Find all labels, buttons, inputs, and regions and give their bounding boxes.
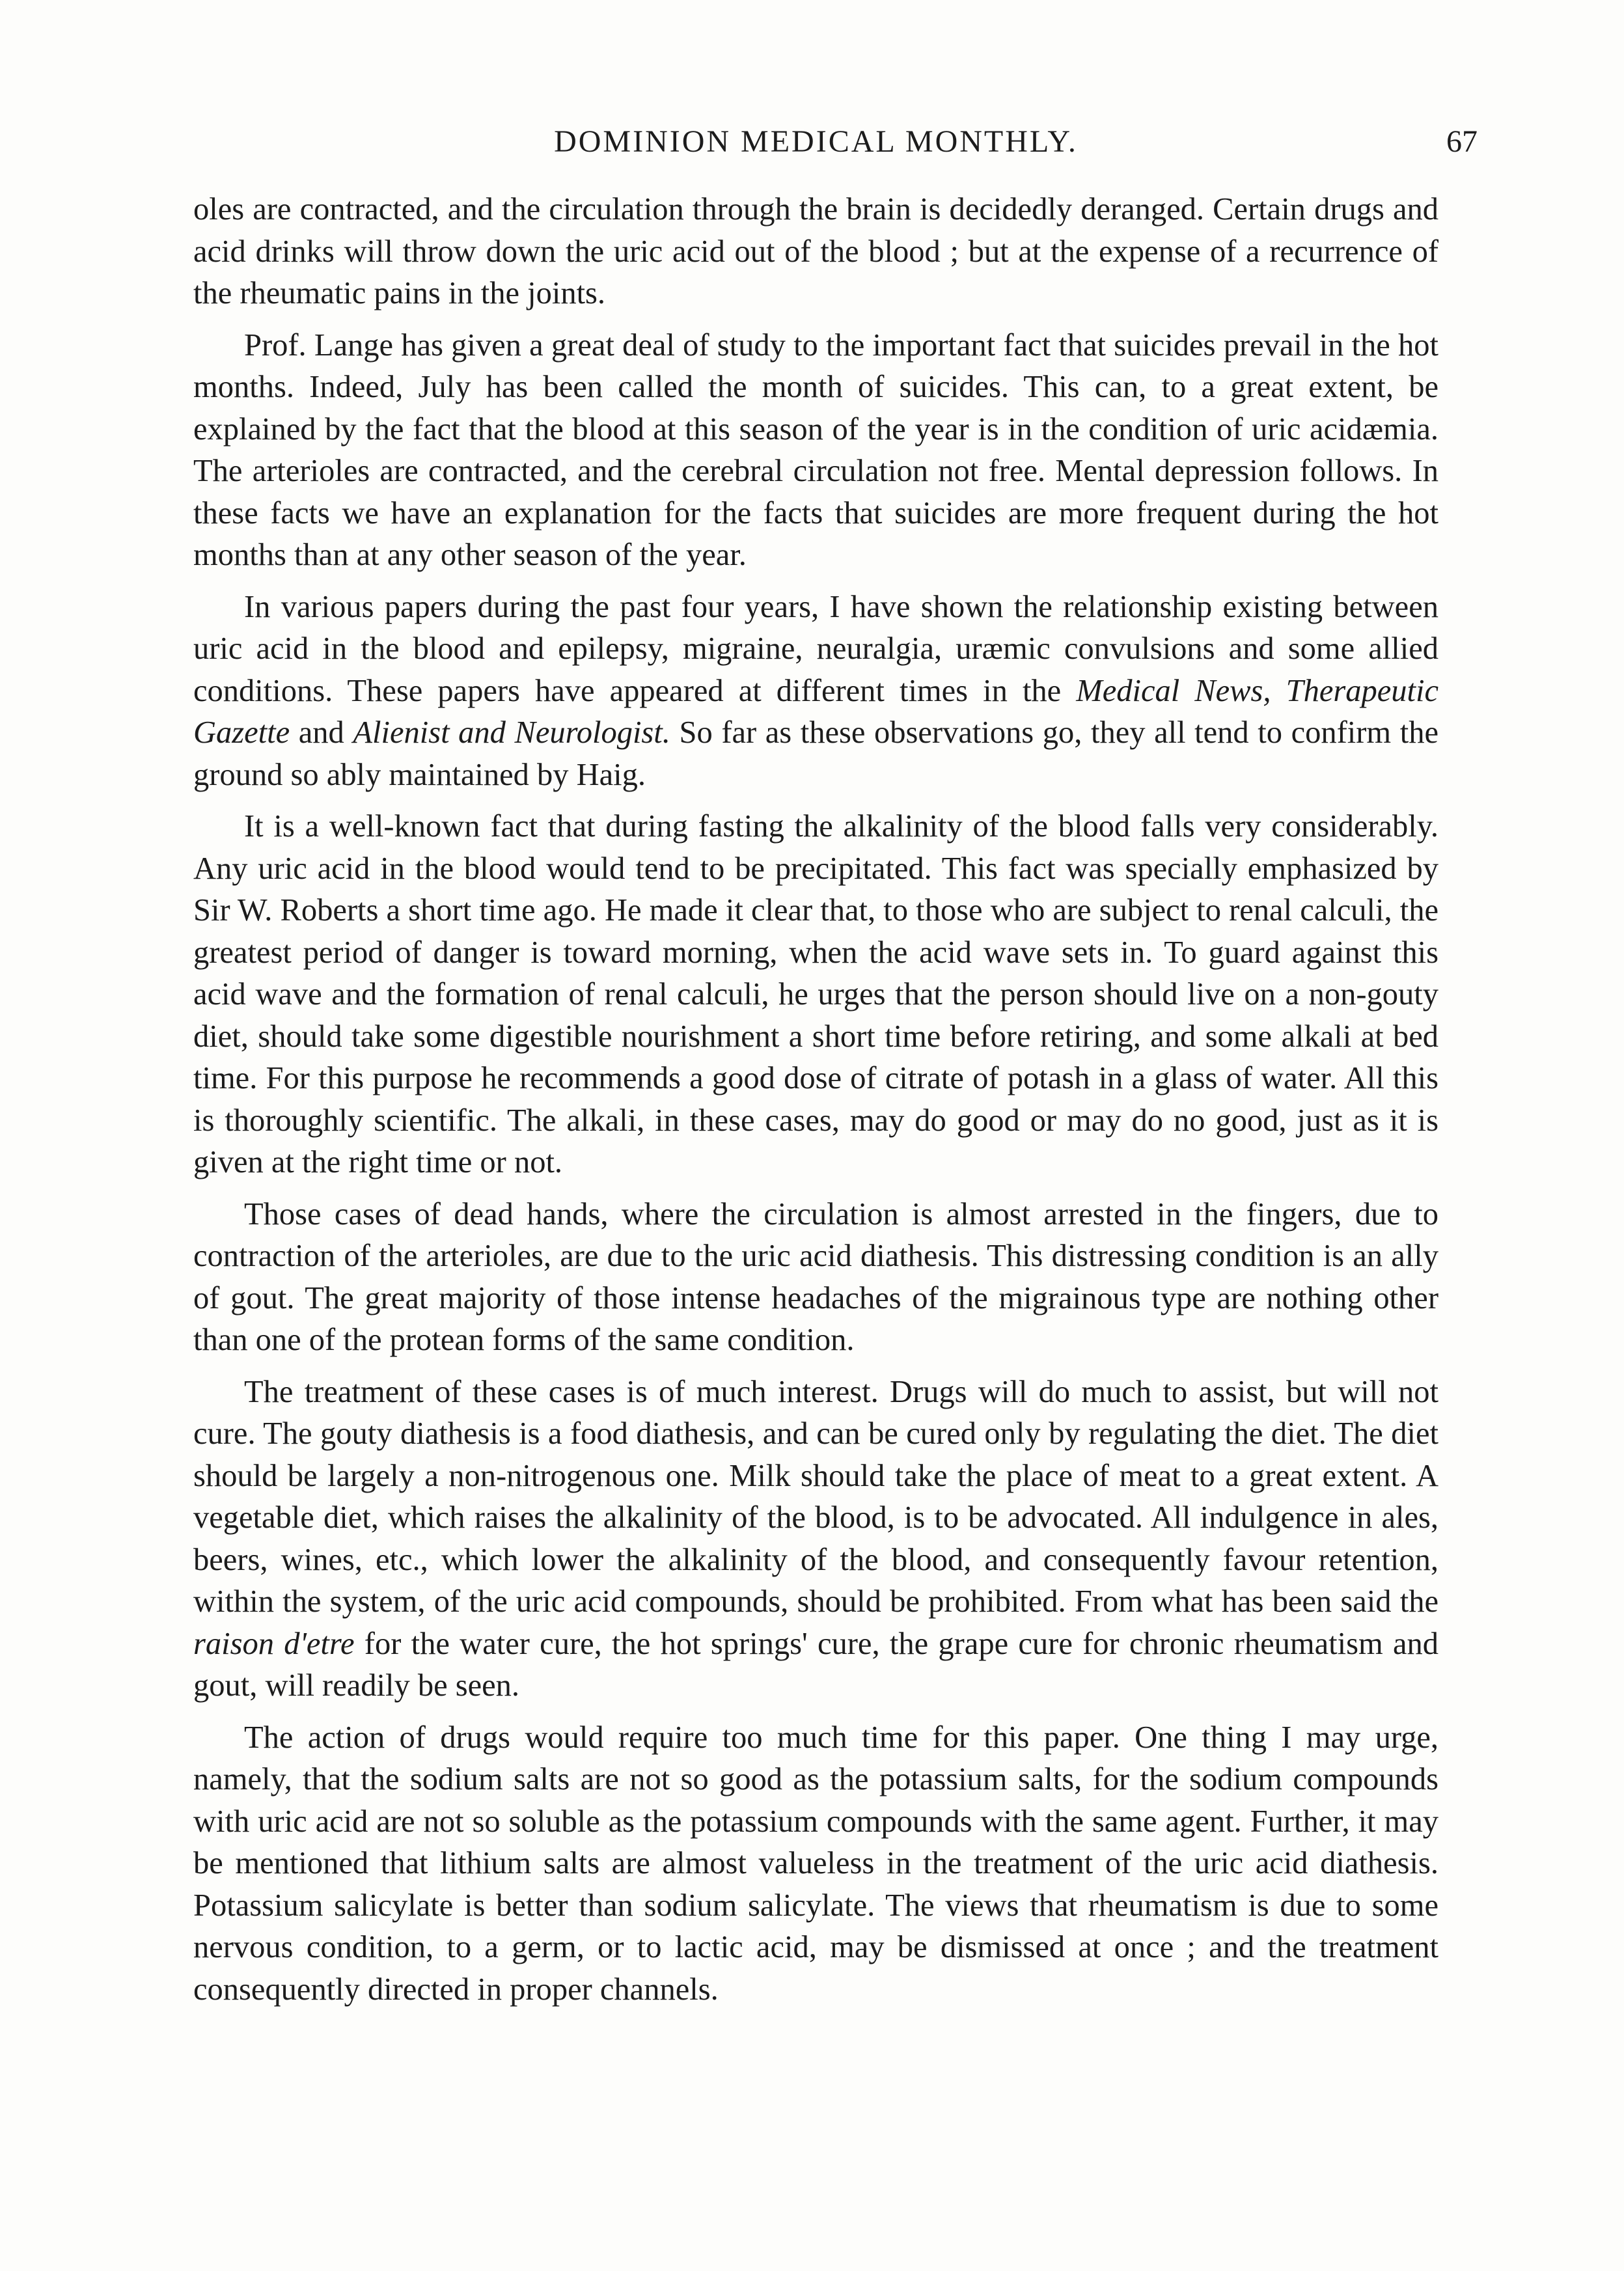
- paragraph-6-text-2: for the water cure, the hot springs' cure, the grape cure for chronic rheumatism and gout, will readily be seen.: [193, 1626, 1438, 1703]
- paragraph-3-text-2: [1271, 674, 1286, 708]
- paragraph-6: [193, 1371, 1438, 1707]
- paragraph-4: It is a well-known fact that during fasting the alkalinity of the blood falls very considerably. Any uric acid in the blood would tend to be precipitated. This fact was specially emphasized by Sir W. Roberts a short time ago. He made it clear that, to those who are subject to renal calculi, the greatest period of danger is toward morning, when the acid wave sets in. To guard against this acid wave and the formation of renal calculi, he urges that the person should live on a non-gouty diet, should take some digestible nourishment a short time before retiring, and some alkali at bed time. For this purpose he recommends a good dose of citrate of potash in a glass of water. All this is thoroughly scientific. The alkali, in these cases, may do good or may do no good, just as it is given at the right time or not.: [193, 809, 1438, 1179]
- journal-name-therapeutic-gazette: Therapeutic Gazette: [193, 673, 1438, 750]
- paragraph-7: The action of drugs would require too much time for this paper. One thing I may urge, namely, that the sodium salts are not so good as the potassium salts, for the sodium compounds with uric acid are not so soluble as the potassium compounds with the same agent. Further, it may be mentioned that lithium salts are almost valueless in the treatment of the uric acid diathesis. Potassium salicylate is better than sodium salicylate. The views that rheumatism is due to some nervous condition, to a germ, or to lactic acid, may be dismissed at once ; and the treatment consequently directed in proper channels.: [193, 1720, 1438, 2007]
- phrase-raison-detre: raison d'etre: [193, 1626, 355, 1661]
- paragraph-6-text-1: The treatment of these cases is of much interest. Drugs will do much to assist, but will not cure. The gouty diathesis is a food diathesis, and can be cured only by regulating the diet. The diet should be largely a non-nitrogenous one. Milk should take the place of meat to a great extent. A vegetable diet, which raises the alkalinity of the blood, is to be advocated. All indulgence in ales, beers, wines, etc., which lower the alkalinity of the blood, and consequently favour retention, within the system, of the uric acid compounds, should be prohibited. From what has been said the: [193, 1374, 1438, 1619]
- journal-title: DOMINION MEDICAL MONTHLY.: [554, 124, 1078, 159]
- paragraph-1: oles are contracted, and the circulation through the brain is decidedly deranged. Certain drugs and acid drinks will throw down the uric acid out of the blood ; but at the expense of a recurrence of the rheumatic pains in the joints.: [193, 192, 1438, 310]
- running-head: [193, 117, 1478, 169]
- paragraph-2: Prof. Lange has given a great deal of study to the important fact that suicides prevail in the hot months. Indeed, July has been called the month of suicides. This can, to a great extent, be explained by the fact that the blood at this season of the year is in the condition of uric acidæmia. The arterioles are contracted, and the cerebral circulation not free. Mental depression follows. In these facts we have an explanation for the facts that suicides are more frequent during the hot months than at any other season of the year.: [193, 327, 1438, 572]
- body-text: [193, 189, 1438, 2020]
- paragraph-3: [193, 586, 1438, 797]
- paragraph-3-text-1: In various papers during the past four years, I have shown the relationship existing between uric acid in the blood and epilepsy, migraine, neuralgia, uræmic convulsions and some allied conditions. These papers have appeared at different times in the: [193, 589, 1438, 708]
- page-number: 67: [1446, 124, 1478, 159]
- journal-name-alienist-and-neurologist: Alienist and Neurologist.: [353, 715, 670, 750]
- paragraph-5: Those cases of dead hands, where the circulation is almost arrested in the fingers, due to contraction of the arterioles, are due to the uric acid diathesis. This distressing condition is an ally of gout. The great majority of those intense headaches of the migrainous type are nothing other than one of the protean forms of the same condition.: [193, 1196, 1438, 1357]
- paragraph-3-text-3: and: [290, 715, 353, 750]
- journal-name-medical-news: Medical News,: [1076, 673, 1271, 708]
- paragraph-3-text-4: So far as these observations go, they all tend to confirm the ground so ably maintained by Haig.: [193, 715, 1438, 792]
